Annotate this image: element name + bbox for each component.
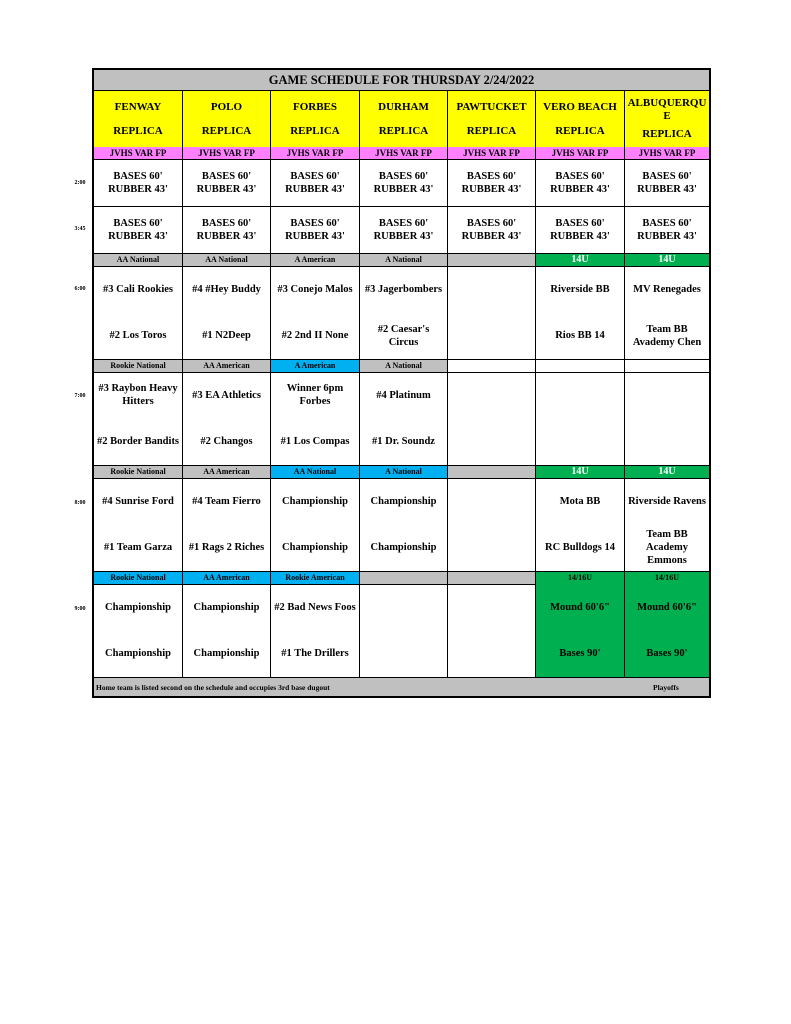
- away-team: [665, 372, 669, 419]
- field-subtitle: REPLICA: [201, 124, 252, 137]
- jvhs-label-text: JVHS VAR FP: [198, 148, 255, 158]
- division-label: [625, 572, 709, 584]
- division-text: 14U: [658, 254, 676, 265]
- division-text: A American: [294, 361, 336, 370]
- division-label: [183, 572, 271, 584]
- division-label: [448, 466, 536, 478]
- jvhs-slot-row: [94, 159, 709, 207]
- jvhs-slot-cell: [183, 206, 271, 253]
- jvhs-label: [625, 147, 709, 159]
- footer-note: Home team is listed second on the schedule and occupies 3rd base dugout: [96, 683, 330, 692]
- division-text: AA American: [203, 573, 250, 582]
- division-label: [625, 360, 709, 372]
- field-spec: BASES 60' RUBBER 43': [108, 170, 168, 195]
- field-spec: BASES 60' RUBBER 43': [373, 170, 434, 195]
- field-spec: BASES 60' RUBBER 43': [637, 170, 697, 195]
- division-text: AA National: [205, 255, 248, 264]
- game-cell: [271, 478, 360, 571]
- division-label: [536, 466, 625, 478]
- jvhs-slot-cell: [536, 206, 625, 253]
- field-header: [94, 91, 183, 147]
- home-team: [402, 631, 406, 678]
- jvhs-label-text: JVHS VAR FP: [109, 148, 167, 158]
- field-name: POLO: [210, 100, 243, 113]
- division-label: [183, 254, 271, 266]
- game-cell: [183, 372, 271, 465]
- time-label: 2:00: [74, 180, 86, 186]
- division-label: [448, 572, 536, 584]
- game-cell: [625, 372, 709, 465]
- jvhs-slot-cell: [94, 206, 183, 253]
- division-label: [536, 360, 625, 372]
- game-cell: [625, 266, 709, 359]
- division-label: [271, 360, 360, 372]
- away-team: Championship: [370, 495, 437, 507]
- home-team: #2 Changos: [200, 436, 253, 448]
- division-label: [360, 572, 448, 584]
- division-text: AA National: [116, 255, 160, 264]
- home-team: #1 Dr. Soundz: [372, 436, 435, 448]
- jvhs-label-text: JVHS VAR FP: [375, 148, 432, 158]
- jvhs-slot-cell: [536, 159, 625, 206]
- home-team: #2 Caesar's Circus: [377, 323, 430, 348]
- game-cell: [448, 266, 536, 359]
- away-team: #4 Sunrise Ford: [102, 495, 174, 507]
- game-slot-row: [94, 372, 709, 466]
- field-header: [448, 91, 536, 147]
- field-name: ALBUQUERQU E: [627, 97, 707, 123]
- field-name: FORBES: [292, 100, 337, 113]
- away-team: [490, 372, 494, 419]
- home-team: [490, 631, 494, 678]
- home-team: [665, 419, 669, 466]
- jvhs-label-text: JVHS VAR FP: [638, 148, 696, 158]
- field-spec: BASES 60' RUBBER 43': [196, 170, 257, 195]
- home-team: Bases 90': [559, 648, 601, 660]
- field-spec: BASES 60' RUBBER 43': [108, 217, 168, 242]
- jvhs-label: [183, 147, 271, 159]
- division-text: A American: [294, 255, 336, 264]
- jvhs-slot-cell: [448, 206, 536, 253]
- division-text: A National: [385, 361, 422, 370]
- division-text: 14/16U: [568, 573, 592, 582]
- field-spec: BASES 60' RUBBER 43': [550, 170, 610, 195]
- time-label: 6:00: [74, 286, 86, 292]
- division-label: [360, 466, 448, 478]
- game-cell: [625, 478, 709, 571]
- game-cell: [448, 584, 536, 677]
- away-team: Mound 60'6": [637, 601, 697, 613]
- field-spec: BASES 60' RUBBER 43': [550, 217, 610, 242]
- game-cell: [625, 584, 709, 677]
- jvhs-slot-cell: [625, 159, 709, 206]
- home-team: Championship: [105, 648, 171, 660]
- field-spec: BASES 60' RUBBER 43': [373, 217, 434, 242]
- jvhs-slot-cell: [94, 159, 183, 206]
- game-slot-row: [94, 266, 709, 360]
- game-cell: [94, 584, 183, 677]
- game-cell: [536, 584, 625, 677]
- home-team: Team BB Avademy Chen: [632, 323, 702, 348]
- game-cell: [448, 372, 536, 465]
- away-team: #3 EA Athletics: [192, 389, 261, 401]
- field-subtitle: REPLICA: [290, 124, 340, 137]
- field-name: DURHAM: [378, 100, 429, 113]
- jvhs-label: [94, 147, 183, 159]
- division-text: 14U: [658, 466, 676, 477]
- field-subtitle: REPLICA: [466, 124, 517, 137]
- home-team: Championship: [282, 542, 348, 554]
- jvhs-slot-cell: [183, 159, 271, 206]
- field-spec: BASES 60' RUBBER 43': [196, 217, 257, 242]
- division-text: A National: [385, 467, 422, 476]
- away-team: #3 Jagerbombers: [364, 283, 443, 295]
- game-slot-row: [94, 478, 709, 572]
- division-text: 14U: [571, 466, 589, 477]
- jvhs-label: [360, 147, 448, 159]
- game-slot-row: [94, 584, 709, 678]
- division-label: [94, 254, 183, 266]
- field-spec: BASES 60' RUBBER 43': [637, 217, 697, 242]
- field-header: [360, 91, 448, 147]
- jvhs-slot-cell: [625, 206, 709, 253]
- away-team: [490, 478, 494, 525]
- division-label: [94, 360, 183, 372]
- home-team: #1 The Drillers: [281, 648, 349, 660]
- game-cell: [94, 266, 183, 359]
- game-cell: [360, 372, 448, 465]
- game-cell: [271, 584, 360, 677]
- jvhs-label: [448, 147, 536, 159]
- jvhs-label-text: JVHS VAR FP: [463, 148, 520, 158]
- away-team: #2 Bad News Foos: [274, 601, 356, 613]
- game-cell: [94, 372, 183, 465]
- field-spec: BASES 60' RUBBER 43': [461, 170, 522, 195]
- away-team: #4 Team Fierro: [192, 495, 261, 507]
- away-team: Riverside Ravens: [628, 495, 706, 507]
- division-label: [448, 360, 536, 372]
- division-label: [360, 254, 448, 266]
- field-name: VERO BEACH: [543, 100, 617, 113]
- field-subtitle: REPLICA: [555, 124, 605, 137]
- game-cell: [536, 478, 625, 571]
- division-text: 14/16U: [655, 573, 679, 582]
- jvhs-slot-row: [94, 206, 709, 254]
- field-spec: BASES 60' RUBBER 43': [285, 217, 345, 242]
- away-team: Winner 6pm Forbes: [286, 383, 344, 408]
- division-text: A National: [385, 255, 422, 264]
- away-team: MV Renegades: [633, 283, 701, 295]
- division-text: Rookie National: [110, 361, 166, 370]
- jvhs-label-text: JVHS VAR FP: [551, 148, 609, 158]
- division-text: 14U: [571, 254, 589, 265]
- home-team: Championship: [370, 542, 437, 554]
- division-label: [94, 466, 183, 478]
- jvhs-slot-cell: [271, 159, 360, 206]
- home-team: #1 Rags 2 Riches: [188, 542, 265, 554]
- home-team: #2 Los Toros: [109, 330, 167, 342]
- division-label: [625, 254, 709, 266]
- field-header: [183, 91, 271, 147]
- home-team: RC Bulldogs 14: [544, 542, 616, 554]
- footer-playoffs: Playoffs: [653, 683, 679, 692]
- field-header: [625, 91, 709, 147]
- game-cell: [94, 478, 183, 571]
- home-team: #2 Border Bandits: [96, 436, 180, 448]
- field-name: FENWAY: [114, 100, 162, 113]
- home-team: [490, 525, 494, 572]
- game-cell: [183, 478, 271, 571]
- division-label: [625, 466, 709, 478]
- field-header: [271, 91, 360, 147]
- field-spec: BASES 60' RUBBER 43': [285, 170, 345, 195]
- game-cell: [448, 478, 536, 571]
- field-header-row: [94, 91, 709, 148]
- away-team: [578, 372, 582, 419]
- division-text: AA National: [293, 467, 337, 476]
- away-team: #3 Raybon Heavy Hitters: [98, 383, 178, 408]
- home-team: #1 N2Deep: [202, 330, 251, 342]
- jvhs-slot-cell: [360, 206, 448, 253]
- jvhs-label-text: JVHS VAR FP: [286, 148, 344, 158]
- footer-row: [94, 678, 709, 696]
- division-label: [183, 360, 271, 372]
- division-text: AA American: [203, 361, 250, 370]
- time-label: 8:00: [74, 500, 86, 506]
- jvhs-label: [271, 147, 360, 159]
- field-subtitle: REPLICA: [378, 124, 429, 137]
- away-team: Riverside BB: [550, 283, 610, 295]
- game-cell: [360, 584, 448, 677]
- division-text: Rookie National: [110, 467, 166, 476]
- away-team: [490, 584, 494, 631]
- division-label: [360, 360, 448, 372]
- game-cell: [271, 266, 360, 359]
- game-cell: [360, 266, 448, 359]
- home-team: #1 Team Garza: [103, 542, 173, 554]
- field-header: [536, 91, 625, 147]
- home-team: Rios BB 14: [555, 330, 605, 342]
- home-team: #1 Los Compas: [280, 436, 350, 448]
- division-text: AA American: [203, 467, 250, 476]
- field-subtitle: REPLICA: [642, 127, 692, 140]
- home-team: Championship: [193, 648, 260, 660]
- division-label: [271, 466, 360, 478]
- division-text: Rookie National: [110, 573, 166, 582]
- field-subtitle: REPLICA: [113, 124, 163, 137]
- game-cell: [360, 478, 448, 571]
- jvhs-slot-cell: [271, 206, 360, 253]
- field-name: PAWTUCKET: [456, 100, 527, 113]
- time-label: 9:00: [74, 606, 86, 612]
- away-team: #4 Platinum: [376, 389, 431, 401]
- time-label: 3:45: [74, 226, 86, 232]
- away-team: #3 Cali Rookies: [102, 283, 173, 295]
- home-team: [490, 313, 494, 360]
- division-label: [271, 572, 360, 584]
- time-label: 7:00: [74, 393, 86, 399]
- away-team: Championship: [193, 601, 260, 613]
- away-team: [490, 266, 494, 313]
- division-label: [448, 254, 536, 266]
- away-team: Mota BB: [559, 495, 601, 507]
- away-team: Mound 60'6": [550, 601, 610, 613]
- home-team: [578, 419, 582, 466]
- game-cell: [183, 584, 271, 677]
- home-team: Bases 90': [646, 648, 688, 660]
- away-team: [402, 584, 406, 631]
- jvhs-slot-cell: [360, 159, 448, 206]
- schedule-title: GAME SCHEDULE FOR THURSDAY 2/24/2022: [94, 70, 709, 91]
- home-team: [490, 419, 494, 466]
- home-team: #2 2nd II None: [281, 330, 349, 342]
- away-team: #4 #Hey Buddy: [192, 283, 261, 295]
- division-label: [271, 254, 360, 266]
- division-label: [183, 466, 271, 478]
- division-label: [536, 254, 625, 266]
- away-team: #3 Conejo Malos: [277, 283, 353, 295]
- division-label: [536, 572, 625, 584]
- division-label: [94, 572, 183, 584]
- jvhs-slot-cell: [448, 159, 536, 206]
- game-cell: [536, 266, 625, 359]
- game-cell: [271, 372, 360, 465]
- field-spec: BASES 60' RUBBER 43': [461, 217, 522, 242]
- division-text: Rookie American: [285, 573, 345, 582]
- game-cell: [183, 266, 271, 359]
- away-team: Championship: [282, 495, 348, 507]
- schedule-sheet: [92, 68, 711, 698]
- jvhs-label: [536, 147, 625, 159]
- home-team: Team BB Academy Emmons: [646, 529, 688, 567]
- away-team: Championship: [105, 601, 171, 613]
- game-cell: [536, 372, 625, 465]
